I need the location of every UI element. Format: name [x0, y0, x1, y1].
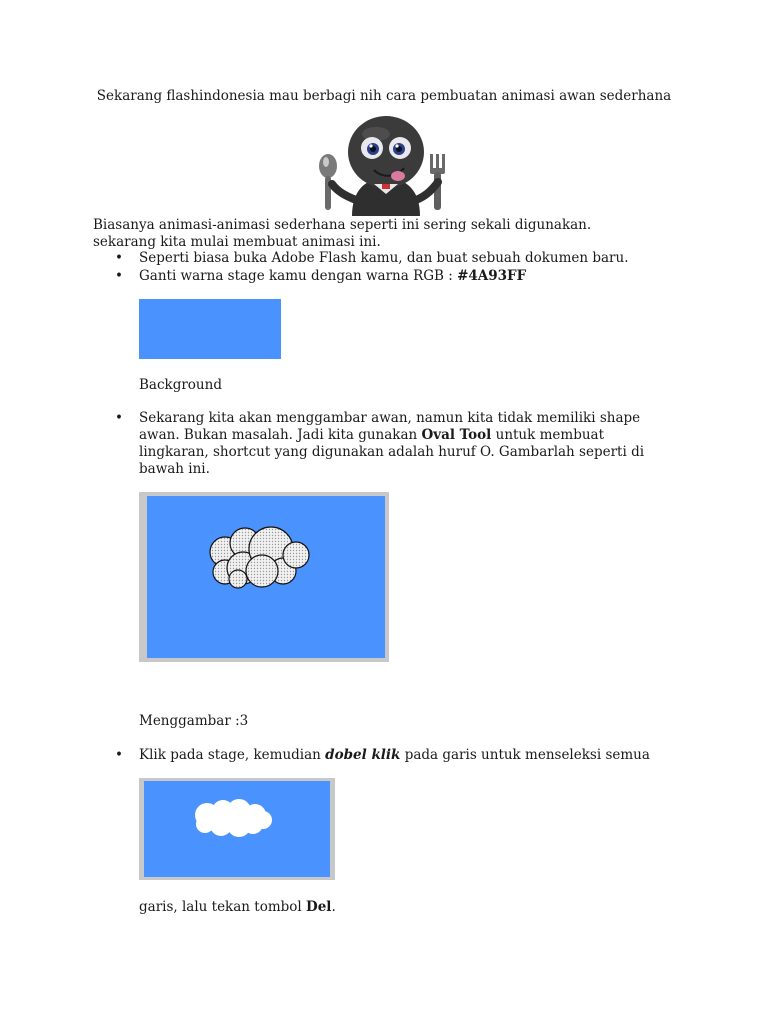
cloud-outline-figure	[139, 492, 389, 662]
paragraph-line-2: sekarang kita mulai membuat animasi ini.	[93, 234, 381, 250]
bullet-marker: •	[115, 410, 123, 426]
stage-color-swatch	[139, 299, 281, 359]
final-line	[139, 899, 336, 916]
list-item-text	[139, 268, 659, 285]
caption-background: Background	[139, 377, 222, 393]
list-item-text-part: Klik pada stage, kemudian	[139, 747, 326, 763]
dobel-klik-label: dobel klik	[325, 747, 401, 763]
list-item-text: Seperti biasa buka Adobe Flash kamu, dan buat sebuah dokumen baru.	[139, 250, 629, 266]
bullet-marker: •	[115, 250, 123, 266]
list-item-text-part: untuk membuat lingkaran, shortcut yang digunakan adalah huruf O. Gambarlah seperti di bawah ini.	[139, 427, 645, 477]
bullet-marker: •	[115, 268, 123, 284]
list-item-text-part: pada garis untuk menseleksi semua	[400, 747, 650, 763]
final-line-period: .	[331, 899, 336, 915]
bullet-marker: •	[115, 747, 123, 763]
list-item-text-part: Sekarang kita akan menggambar awan, namun kita tidak memiliki shape awan. Bukan masalah. Jadi kita gunakan	[139, 410, 641, 443]
mascot-icon	[312, 112, 460, 216]
list-item-text	[139, 747, 679, 764]
caption-draw: Menggambar :3	[139, 713, 249, 729]
final-line-text: garis, lalu tekan tombol	[139, 899, 307, 915]
cloud-filled-figure	[139, 778, 335, 880]
intro-text: Sekarang flashindonesia mau berbagi nih cara pembuatan animasi awan sederhana	[96, 88, 672, 104]
list-item-text	[139, 410, 654, 478]
oval-tool-label: Oval Tool	[421, 427, 492, 443]
del-key-label: Del	[306, 899, 332, 915]
color-code: #4A93FF	[457, 268, 527, 284]
paragraph-line-1: Biasanya animasi-animasi sederhana seperti ini sering sekali digunakan.	[93, 217, 592, 233]
list-item-text-part: Ganti warna stage kamu dengan warna RGB :	[139, 268, 458, 284]
